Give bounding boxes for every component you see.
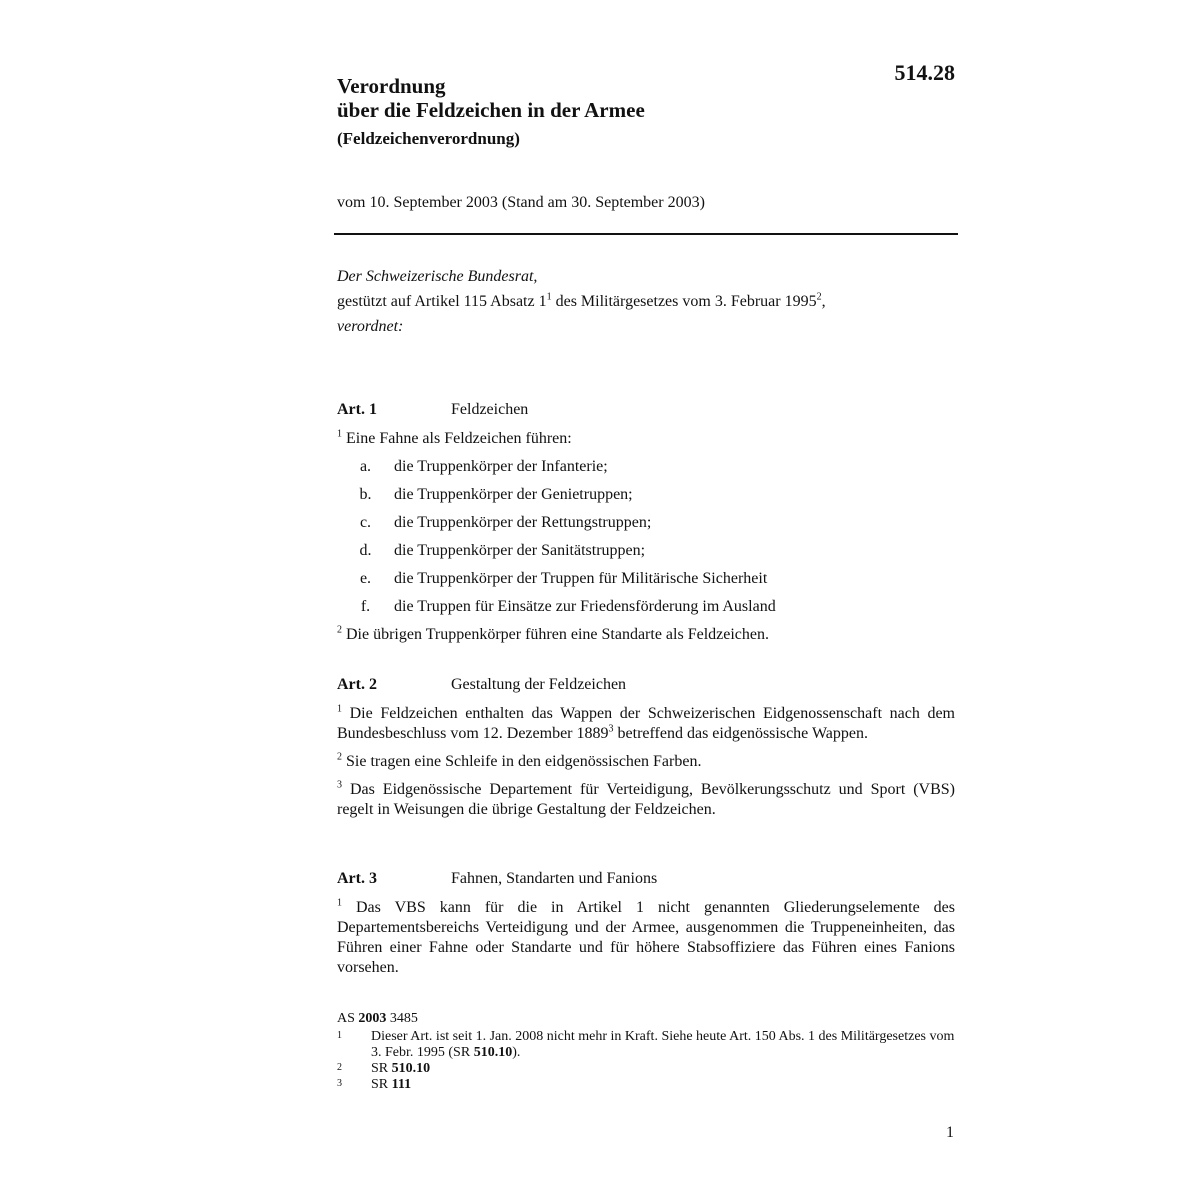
footnote-ref-3[interactable]: 3	[608, 723, 614, 735]
page-number: 1	[946, 1124, 954, 1141]
preamble-basis-text: ,	[821, 293, 826, 310]
paragraph-number: 1	[337, 897, 342, 909]
footnote-text	[371, 1029, 957, 1061]
article-heading	[337, 400, 955, 420]
list-item	[337, 513, 955, 533]
paragraph-number: 1	[337, 428, 342, 440]
article-title: Fahnen, Standarten und Fanions	[451, 870, 658, 887]
official-collection-ref	[337, 1011, 957, 1027]
date-line: vom 10. September 2003 (Stand am 30. September 2003)	[337, 194, 705, 211]
article-title: Feldzeichen	[451, 401, 529, 418]
paragraph-number: 3	[337, 779, 342, 791]
article-1	[337, 400, 955, 645]
list-item-label: e.	[359, 570, 372, 587]
footnote-text	[371, 1077, 957, 1093]
footnote-ref-2[interactable]: 2	[816, 291, 822, 303]
list-item-text: die Truppenkörper der Rettungstruppen;	[394, 514, 652, 531]
list-item-text: die Truppenkörper der Sanitätstruppen;	[394, 542, 646, 559]
sr-number: 514.28	[894, 60, 955, 85]
footnote-text-part: Dieser Art. ist seit 1. Jan. 2008 nicht mehr in Kraft. Siehe heute Art. 150 Abs. 1 des Militärgesetzes vom 3. Febr. 1995 (SR	[371, 1029, 955, 1060]
sr-reference[interactable]: 111	[391, 1077, 412, 1092]
paragraph-text: Die Feldzeichen enthalten das Wappen der Schweizerischen Eidgenossenschaft nach dem Bundesbeschluss vom 12. Dezember 1889	[337, 705, 955, 742]
list-item-label: d.	[359, 542, 372, 559]
as-prefix: AS	[337, 1011, 359, 1026]
article-heading	[337, 675, 955, 695]
paragraph-text: Sie tragen eine Schleife in den eidgenössischen Farben.	[342, 753, 702, 770]
footnotes	[337, 1011, 957, 1093]
enumeration-list	[337, 457, 955, 617]
paragraph	[337, 625, 955, 645]
list-item	[337, 597, 955, 617]
preamble-basis-text: des Militärgesetzes vom 3. Februar 1995	[551, 293, 817, 310]
as-year: 2003	[358, 1011, 387, 1026]
article-2	[337, 675, 955, 820]
paragraph	[337, 898, 955, 978]
paragraph-text: betreffend das eidgenössische Wappen.	[613, 725, 868, 742]
article-number: Art. 3	[337, 870, 377, 887]
list-item-label: f.	[360, 598, 371, 615]
footnote-text-part: SR	[371, 1061, 392, 1076]
footnote-1	[337, 1029, 957, 1061]
preamble-verb: verordnet:	[337, 318, 404, 335]
preamble-basis	[337, 289, 957, 314]
paragraph-text: Das VBS kann für die in Artikel 1 nicht genannten Gliederungselemente des Departementsbereichs Verteidigung und der Armee, ausgenommen die Truppeneinheiten, das Führen einer Fahne oder Standarte und für höhere Stabsoffiziere das Führen eines Fanions vorsehen.	[337, 899, 955, 976]
preamble	[337, 264, 957, 339]
title-block	[337, 74, 897, 150]
list-item-label: c.	[359, 514, 372, 531]
footnote-text	[371, 1061, 957, 1077]
list-item-text: die Truppenkörper der Genietruppen;	[394, 486, 633, 503]
title-line-1: Verordnung	[337, 74, 446, 98]
article-3	[337, 869, 955, 978]
short-title: (Feldzeichenverordnung)	[337, 129, 520, 148]
paragraph-text: Eine Fahne als Feldzeichen führen:	[342, 430, 572, 447]
article-number: Art. 2	[337, 676, 377, 693]
list-item-text: die Truppen für Einsätze zur Friedensförderung im Ausland	[394, 598, 776, 615]
paragraph-number: 2	[337, 751, 342, 763]
footnote-3	[337, 1077, 957, 1093]
list-item	[337, 485, 955, 505]
article-heading	[337, 869, 955, 889]
footnote-2	[337, 1061, 957, 1077]
footnote-text-part: SR	[371, 1077, 392, 1092]
paragraph	[337, 752, 955, 772]
paragraph-text: Die übrigen Truppenkörper führen eine Standarte als Feldzeichen.	[342, 626, 769, 643]
paragraph	[337, 704, 955, 744]
footnote-ref-1[interactable]: 1	[546, 291, 552, 303]
footnote-number: 1	[337, 1030, 342, 1041]
list-item-text: die Truppenkörper der Truppen für Militärische Sicherheit	[394, 570, 768, 587]
list-item-label: a.	[359, 458, 372, 475]
article-title: Gestaltung der Feldzeichen	[451, 676, 627, 693]
paragraph-number: 2	[337, 624, 342, 636]
footnote-number: 3	[337, 1078, 342, 1089]
list-item-label: b.	[359, 486, 372, 503]
preamble-basis-text: gestützt auf Artikel 115 Absatz 1	[337, 293, 547, 310]
paragraph	[337, 780, 955, 820]
paragraph	[337, 429, 955, 449]
paragraph-text: Das Eidgenössische Departement für Verteidigung, Bevölkerungsschutz und Sport (VBS) regelt in Weisungen die übrige Gestaltung der Feldzeichen.	[337, 781, 955, 818]
preamble-authority: Der Schweizerische Bundesrat,	[337, 268, 538, 285]
header-divider	[334, 233, 958, 235]
list-item	[337, 569, 955, 589]
footnote-text-part: ).	[512, 1045, 521, 1060]
sr-reference[interactable]: 510.10	[473, 1045, 513, 1060]
list-item	[337, 457, 955, 477]
list-item-text: die Truppenkörper der Infanterie;	[394, 458, 608, 475]
article-number: Art. 1	[337, 401, 377, 418]
sr-reference[interactable]: 510.10	[391, 1061, 431, 1076]
list-item	[337, 541, 955, 561]
footnote-number: 2	[337, 1062, 342, 1073]
as-page: 3485	[386, 1011, 418, 1026]
title-line-2: über die Feldzeichen in der Armee	[337, 98, 645, 122]
paragraph-number: 1	[337, 703, 342, 715]
